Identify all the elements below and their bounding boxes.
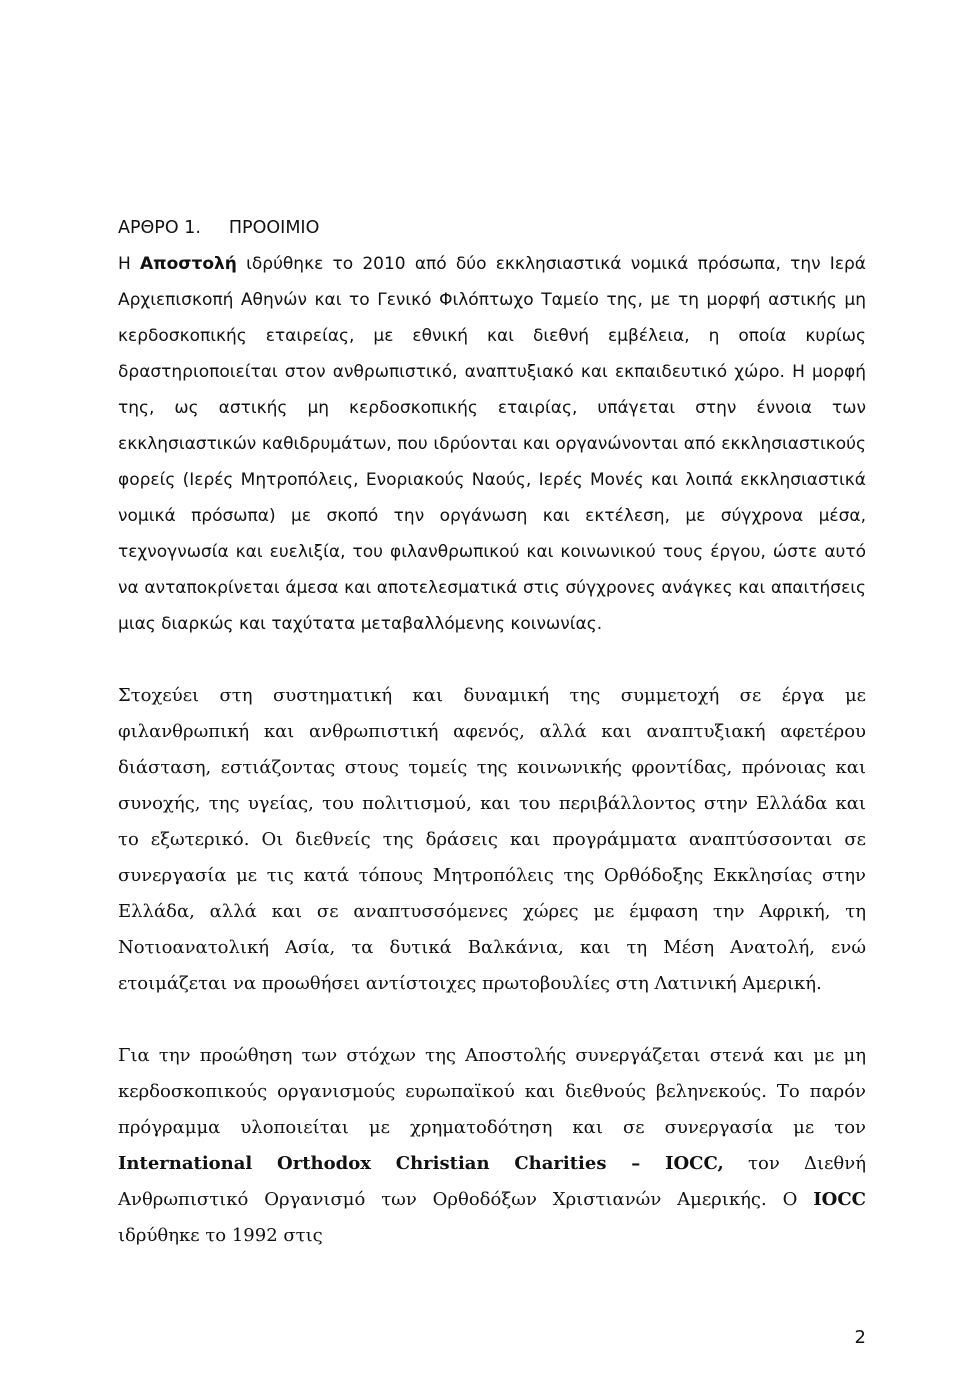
paragraph-partners-text-2: τον Διεθνή Ανθρωπιστικό Οργανισμό των Ορθοδόξων Χριστιανών Αμερικής. Ο <box>118 1153 866 1210</box>
paragraph-partners-text-3: ιδρύθηκε το 1992 στις <box>118 1225 323 1246</box>
paragraph-goals: Στοχεύει στη συστηματική και δυναμική της συμμετοχή σε έργα με φιλανθρωπική και ανθρωπιστική αφενός, αλλά και αναπτυξιακή αφετέρου διάσταση, εστιάζοντας στους τομείς της κοινωνικής φροντίδας, πρόνοιας και συνοχής, της υγείας, του πολιτισμού, και του περιβάλλοντος στην Ελλάδα και το εξωτερικό. Οι διεθνείς της δράσεις και προγράμματα αναπτύσσονται σε συνεργασία με τις κατά τόπους Μητροπόλεις της Ορθόδοξης Εκκλησίας στην Ελλάδα, αλλά και σε αναπτυσσόμενες χώρες με έμφαση την Αφρική, τη Νοτιοανατολική Ασία, τα δυτικά Βαλκάνια, και τη Μέση Ανατολή, ενώ ετοιμάζεται να προωθήσει αντίστοιχες πρωτοβουλίες στη Λατινική Αμερική. <box>118 685 866 994</box>
article-heading <box>118 210 866 246</box>
paragraph-founding <box>118 246 866 642</box>
paragraph-partners-text-1: Για την προώθηση των στόχων της Αποστολής συνεργάζεται στενά και με μη κερδοσκοπικούς οργανισμούς ευρωπαϊκού και διεθνούς βεληνεκούς. Το παρόν πρόγραμμα υλοποιείται με χρηματοδότηση και σε συνεργασία με τον <box>118 1045 866 1138</box>
apostoli-bold: Αποστολή <box>140 254 237 274</box>
iocc-full-name-bold: International Orthodox Christian Charities – IOCC, <box>118 1153 724 1174</box>
paragraph-founding-text-2: ιδρύθηκε το 2010 από δύο εκκλησιαστικά νομικά πρόσωπα, την Ιερά Αρχιεπισκοπή Αθηνών και το Γενικό Φιλόπτωχο Ταμείο της, με τη μορφή αστικής μη κερδοσκοπικής εταιρείας, με εθνική και διεθνή εμβέλεια, η οποία κυρίως δραστηριοποιείται στον ανθρωπιστικό, αναπτυξιακό και εκπαιδευτικό χώρο. <box>118 254 867 382</box>
article-number: ΑΡΘΡΟ 1. <box>118 218 201 238</box>
iocc-bold: IOCC <box>813 1189 866 1210</box>
page-number: 2 <box>854 1327 866 1348</box>
article-title: ΠΡΟΟΙΜΙΟ <box>228 218 320 238</box>
footer-rule <box>118 1322 866 1323</box>
document-page <box>118 210 866 1254</box>
paragraph-founding-text-3: Η μορφή της, ως αστικής μη κερδοσκοπικής εταιρίας, υπάγεται στην έννοια των εκκλησιαστικών καθιδρυμάτων, που ιδρύονται και οργανώνονται από εκκλησιαστικούς φορείς (Ιερές Μητροπόλεις, Ενοριακούς Ναούς, Ιερές Μονές και λοιπά εκκλησιαστικά νομικά πρόσωπα) με σκοπό την οργάνωση και εκτέλεση, με σύγχρονα μέσα, τεχνογνωσία και ευελιξία, του φιλανθρωπικού και κοινωνικού τους έργου, ώστε αυτό να ανταποκρίνεται άμεσα και αποτελεσματικά στις σύγχρονες ανάγκες και απαιτήσεις μιας διαρκώς και ταχύτατα μεταβαλλόμενης κοινωνίας. <box>118 362 866 634</box>
paragraph-founding-text-1: Η <box>118 254 140 274</box>
paragraph-partners <box>118 1038 866 1254</box>
